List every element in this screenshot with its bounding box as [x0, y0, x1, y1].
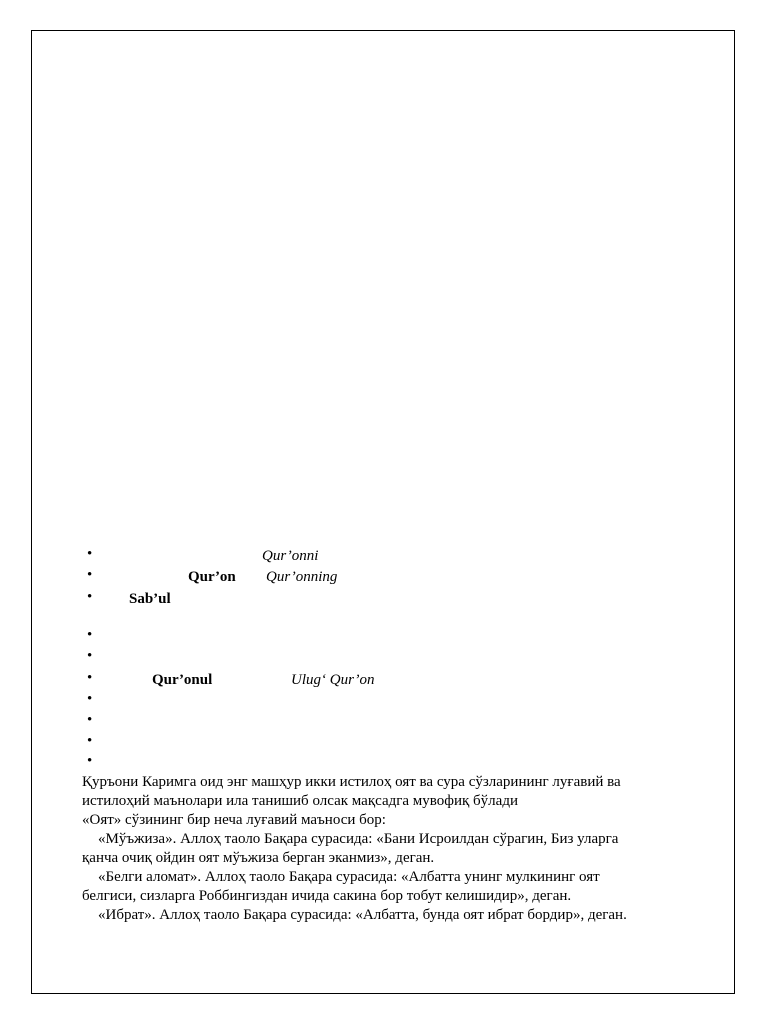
list-item [32, 568, 734, 586]
bullet-icon: • [87, 712, 93, 728]
paragraph-line: «Ибрат». Аллоҳ таоло Бақара сурасида: «Албатта, бунда оят ибрат бордир», деган. [98, 907, 627, 923]
bullet-icon: • [87, 546, 93, 562]
bullet-icon: • [87, 589, 93, 605]
paragraph-line: қанча очиқ ойдин оят мўъжиза берган эканмиз», деган. [82, 850, 435, 866]
list-item [32, 734, 734, 752]
list-item [32, 590, 734, 608]
list-item-italic: Ulug‘ Qur’on [291, 672, 375, 688]
list-item-italic: Qur’onni [262, 548, 319, 564]
list-item [32, 692, 734, 710]
bullet-icon: • [87, 733, 93, 749]
paragraph-line: Қуръони Каримга оид энг машҳур икки истилоҳ оят ва сура сўзларининг луғавий ва [82, 774, 621, 790]
list-item-italic: Qur’onning [266, 569, 338, 585]
list-item-bold: Qur’on [188, 569, 236, 585]
bullet-icon: • [87, 753, 93, 769]
paragraph-line: «Белги аломат». Аллоҳ таоло Бақара сурасида: «Албатта унинг мулкининг оят [98, 869, 600, 885]
list-item [32, 671, 734, 689]
bullet-icon: • [87, 648, 93, 664]
bullet-icon: • [87, 627, 93, 643]
body-text [82, 773, 722, 925]
list-item [32, 547, 734, 565]
paragraph-line: «Оят» сўзининг бир неча луғавий маъноси бор: [82, 812, 386, 828]
list-item [32, 628, 734, 646]
bullet-icon: • [87, 691, 93, 707]
paragraph-line: истилоҳий маънолари ила танишиб олсак мақсадга мувофиқ бўлади [82, 793, 518, 809]
list-item [32, 754, 734, 772]
list-item-bold: Sab’ul [129, 591, 171, 607]
paragraph-line: белгиси, сизларга Роббингиздан ичида сакина бор тобут келишидир», деган. [82, 888, 572, 904]
bullet-icon: • [87, 567, 93, 583]
document-page [31, 30, 735, 994]
paragraph-line: «Мўъжиза». Аллоҳ таоло Бақара сурасида: «Бани Исроилдан сўрагин, Биз уларга [98, 831, 619, 847]
list-item [32, 649, 734, 667]
list-item [32, 713, 734, 731]
list-item-bold: Qur’onul [152, 672, 213, 688]
bullet-icon: • [87, 670, 93, 686]
